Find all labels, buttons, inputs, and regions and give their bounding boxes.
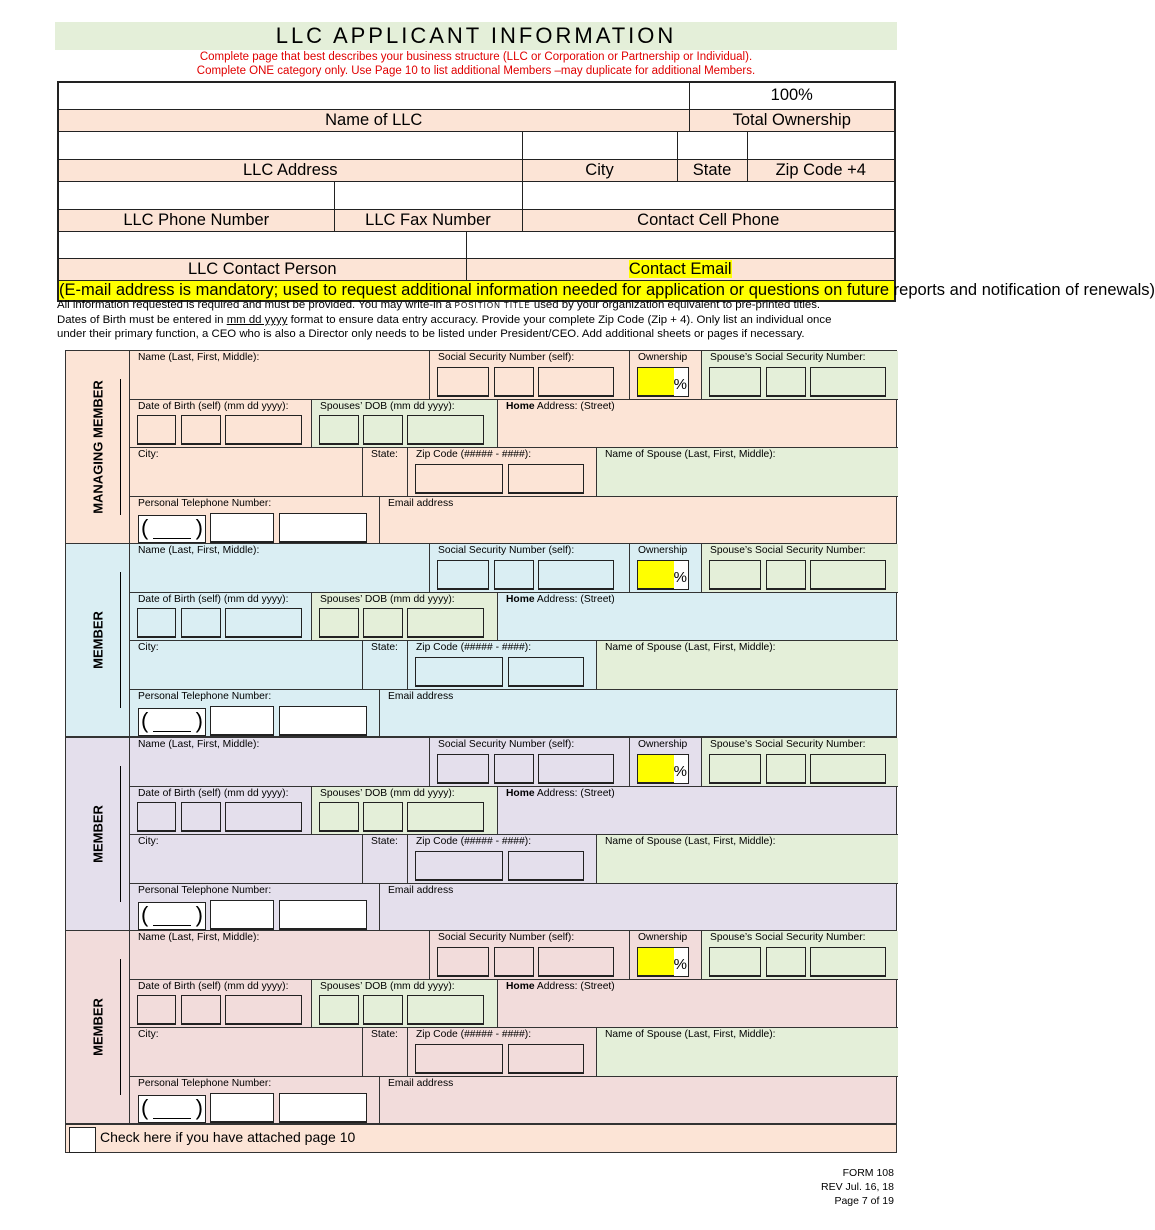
- phone-line-box[interactable]: [279, 1093, 367, 1123]
- ssn-box-3[interactable]: [538, 560, 614, 590]
- page-title: LLC APPLICANT INFORMATION: [55, 22, 897, 50]
- ssn-box-2[interactable]: [494, 560, 534, 590]
- member-spouse-ssn-field: Spouse’s Social Security Number:: [702, 931, 898, 980]
- member-name-field[interactable]: Name (Last, First, Middle):: [130, 351, 430, 400]
- llc-city-label: City: [522, 159, 677, 181]
- llc-state-input[interactable]: [677, 131, 747, 159]
- phone-line-box[interactable]: [279, 513, 367, 543]
- spouse-ssn-box-2[interactable]: [766, 947, 806, 977]
- member-ssn-field: Social Security Number (self):: [430, 544, 630, 593]
- phone-prefix-box[interactable]: [210, 513, 274, 543]
- zip-4-box[interactable]: [508, 851, 584, 881]
- llc-fax-label: LLC Fax Number: [334, 209, 522, 231]
- ownership-percent-input[interactable]: %: [637, 367, 689, 397]
- member-dob-field: Date of Birth (self) (mm dd yyyy):: [130, 593, 312, 641]
- total-ownership-value: 100%: [689, 82, 895, 109]
- dob-month-box[interactable]: [137, 608, 176, 638]
- member-dob-field: Date of Birth (self) (mm dd yyyy):: [130, 980, 312, 1028]
- member-home-address-field[interactable]: Home Address: (Street): [498, 593, 898, 641]
- dob-year-box[interactable]: [225, 415, 302, 445]
- llc-city-input[interactable]: [522, 131, 677, 159]
- member-spouse-name-field[interactable]: Name of Spouse (Last, First, Middle):: [597, 1028, 898, 1077]
- member-zip-field: Zip Code (##### - ####):: [408, 835, 597, 884]
- dob-year-box[interactable]: [225, 608, 302, 638]
- llc-contact-email-label: Contact Email: [628, 259, 732, 278]
- llc-zip-input[interactable]: [747, 131, 895, 159]
- member-spouse-ssn-field: Spouse’s Social Security Number:: [702, 351, 898, 400]
- spouse-ssn-box-3[interactable]: [810, 560, 886, 590]
- total-ownership-label: Total Ownership: [689, 109, 895, 131]
- member-name-field[interactable]: Name (Last, First, Middle):: [130, 931, 430, 980]
- member-role-label: MEMBER: [90, 998, 106, 1056]
- member-spouse-ssn-field: Spouse’s Social Security Number:: [702, 738, 898, 787]
- position-title-line: [120, 572, 121, 708]
- spouse-dob-day-box[interactable]: [363, 608, 403, 638]
- position-title-line: [120, 379, 121, 515]
- llc-phone-input[interactable]: [58, 181, 334, 209]
- zip-4-box[interactable]: [508, 1044, 584, 1074]
- page-number: Page 7 of 19: [834, 1195, 894, 1207]
- member-ownership-field: Ownership %: [630, 351, 702, 400]
- dob-year-box[interactable]: [225, 802, 302, 832]
- member-name-field[interactable]: Name (Last, First, Middle):: [130, 738, 430, 787]
- ssn-box-3[interactable]: [538, 367, 614, 397]
- zip-4-box[interactable]: [508, 657, 584, 687]
- attach-page-10-label: Check here if you have attached page 10: [100, 1129, 356, 1145]
- spouse-ssn-box-1[interactable]: [709, 754, 761, 784]
- zip-5-box[interactable]: [415, 1044, 503, 1074]
- member-ssn-field: Social Security Number (self):: [430, 931, 630, 980]
- phone-area-code-box[interactable]: ( ): [138, 708, 206, 736]
- llc-contact-person-label: LLC Contact Person: [58, 258, 466, 280]
- member-role-label: MANAGING MEMBER: [90, 380, 106, 514]
- ssn-box-1[interactable]: [437, 367, 489, 397]
- llc-zip-label: Zip Code +4: [747, 159, 895, 181]
- spouse-dob-day-box[interactable]: [363, 802, 403, 832]
- member-home-address-field[interactable]: Home Address: (Street): [498, 980, 898, 1028]
- form-number: FORM 108: [842, 1167, 894, 1179]
- member-state-field[interactable]: State:: [363, 448, 408, 497]
- spouse-dob-year-box[interactable]: [407, 802, 484, 832]
- spouse-ssn-box-2[interactable]: [766, 754, 806, 784]
- dob-day-box[interactable]: [181, 995, 221, 1025]
- member-section-2: [65, 737, 897, 931]
- member-spouse-dob-field: Spouses’ DOB (mm dd yyyy):: [312, 593, 498, 641]
- member-ssn-field: Social Security Number (self):: [430, 738, 630, 787]
- zip-5-box[interactable]: [415, 464, 503, 494]
- managing-member-section: [65, 350, 897, 544]
- member-city-field[interactable]: City:: [130, 641, 363, 690]
- member-phone-field: Personal Telephone Number: ( ): [130, 884, 380, 931]
- ssn-box-1[interactable]: [437, 560, 489, 590]
- spouse-dob-year-box[interactable]: [407, 608, 484, 638]
- llc-phone-label: LLC Phone Number: [58, 209, 334, 231]
- llc-address-label: LLC Address: [58, 159, 522, 181]
- member-spouse-dob-field: Spouses’ DOB (mm dd yyyy):: [312, 980, 498, 1028]
- member-spouse-name-field[interactable]: Name of Spouse (Last, First, Middle):: [597, 448, 898, 497]
- attach-page-10-row: [65, 1124, 897, 1153]
- member-home-address-field[interactable]: Home Address: (Street): [498, 400, 898, 448]
- llc-contact-email-input[interactable]: [466, 231, 895, 258]
- member-city-field[interactable]: City:: [130, 448, 363, 497]
- member-spouse-name-field[interactable]: Name of Spouse (Last, First, Middle):: [597, 835, 898, 884]
- llc-cell-label: Contact Cell Phone: [522, 209, 895, 231]
- spouse-dob-month-box[interactable]: [319, 802, 359, 832]
- spouse-ssn-box-1[interactable]: [709, 367, 761, 397]
- dob-month-box[interactable]: [137, 802, 176, 832]
- phone-line-box[interactable]: [279, 900, 367, 930]
- attach-page-10-checkbox[interactable]: [69, 1127, 96, 1153]
- phone-area-code-box[interactable]: ( ): [138, 902, 206, 930]
- member-city-field[interactable]: City:: [130, 835, 363, 884]
- spouse-ssn-box-3[interactable]: [810, 367, 886, 397]
- member-ownership-field: Ownership %: [630, 544, 702, 593]
- ssn-box-3[interactable]: [538, 947, 614, 977]
- member-dob-field: Date of Birth (self) (mm dd yyyy):: [130, 400, 312, 448]
- member-ownership-field: Ownership %: [630, 931, 702, 980]
- member-spouse-dob-field: Spouses’ DOB (mm dd yyyy):: [312, 400, 498, 448]
- zip-4-box[interactable]: [508, 464, 584, 494]
- phone-area-code-box[interactable]: ( ): [138, 1095, 206, 1123]
- ownership-percent-input[interactable]: %: [637, 947, 689, 977]
- member-section-1: [65, 543, 897, 737]
- dob-month-box[interactable]: [137, 995, 176, 1025]
- spouse-ssn-box-2[interactable]: [766, 367, 806, 397]
- ssn-box-2[interactable]: [494, 367, 534, 397]
- dob-day-box[interactable]: [181, 802, 221, 832]
- llc-address-input[interactable]: [58, 131, 522, 159]
- member-role-label: MEMBER: [90, 611, 106, 669]
- phone-prefix-box[interactable]: [210, 900, 274, 930]
- member-ownership-field: Ownership %: [630, 738, 702, 787]
- ownership-percent-input[interactable]: %: [637, 560, 689, 590]
- member-ssn-field: Social Security Number (self):: [430, 351, 630, 400]
- subtitle-line-1: Complete page that best describes your business structure (LLC or Corporation or Partnership or Individual).: [199, 51, 753, 63]
- llc-cell-input[interactable]: [522, 181, 895, 209]
- phone-prefix-box[interactable]: [210, 1093, 274, 1123]
- spouse-dob-day-box[interactable]: [363, 995, 403, 1025]
- ssn-box-3[interactable]: [538, 754, 614, 784]
- member-role-label: MEMBER: [90, 805, 106, 863]
- spouse-ssn-box-3[interactable]: [810, 754, 886, 784]
- spouse-dob-year-box[interactable]: [407, 995, 484, 1025]
- subtitle-line-2: Complete ONE category only. Use Page 10 to list additional Members –may duplicate for additional Members.: [196, 65, 756, 77]
- spouse-ssn-box-1[interactable]: [709, 560, 761, 590]
- ssn-box-2[interactable]: [494, 947, 534, 977]
- zip-5-box[interactable]: [415, 851, 503, 881]
- member-state-field[interactable]: State:: [363, 1028, 408, 1077]
- member-home-address-field[interactable]: Home Address: (Street): [498, 787, 898, 835]
- phone-prefix-box[interactable]: [210, 706, 274, 736]
- instructions: All information requested is required and must be provided. You may write-in a POSITION TITLE used by your organization equivalent to pre-printed titles. Dates of Birth must be entered in mm dd yyyy format to ensure data entry accuracy. Provide your complete Zip Code (Zip + 4). Only list an individual once under their primary function, a CEO who is also a Director only needs to be listed under President/CEO. Add additional sheets or pages if necessary.: [57, 299, 832, 340]
- dob-year-box[interactable]: [225, 995, 302, 1025]
- llc-info-table: [57, 81, 1155, 302]
- email-mandatory-notice: (E-mail address is mandatory; used to request additional information needed for application or questions on future reports and notification of renewals): [59, 280, 1155, 299]
- spouse-dob-month-box[interactable]: [319, 608, 359, 638]
- position-title-line: [120, 959, 121, 1095]
- phone-area-code-box[interactable]: ( ): [138, 515, 206, 543]
- member-email-field[interactable]: Email address: [388, 885, 454, 896]
- spouse-dob-year-box[interactable]: [407, 415, 484, 445]
- member-spouse-name-field[interactable]: Name of Spouse (Last, First, Middle):: [597, 641, 898, 690]
- ssn-box-2[interactable]: [494, 754, 534, 784]
- member-email-field[interactable]: Email address: [388, 1078, 454, 1089]
- member-spouse-dob-field: Spouses’ DOB (mm dd yyyy):: [312, 787, 498, 835]
- member-email-field[interactable]: Email address: [388, 498, 454, 509]
- member-zip-field: Zip Code (##### - ####):: [408, 448, 597, 497]
- member-name-field[interactable]: Name (Last, First, Middle):: [130, 544, 430, 593]
- dob-month-box[interactable]: [137, 415, 176, 445]
- member-spouse-ssn-field: Spouse’s Social Security Number:: [702, 544, 898, 593]
- member-dob-field: Date of Birth (self) (mm dd yyyy):: [130, 787, 312, 835]
- llc-name-input[interactable]: [58, 82, 689, 109]
- dob-day-box[interactable]: [181, 608, 221, 638]
- member-zip-field: Zip Code (##### - ####):: [408, 1028, 597, 1077]
- member-state-field[interactable]: State:: [363, 641, 408, 690]
- spouse-ssn-box-2[interactable]: [766, 560, 806, 590]
- spouse-ssn-box-3[interactable]: [810, 947, 886, 977]
- member-city-field[interactable]: City:: [130, 1028, 363, 1077]
- dob-day-box[interactable]: [181, 415, 221, 445]
- member-zip-field: Zip Code (##### - ####):: [408, 641, 597, 690]
- ssn-box-1[interactable]: [437, 754, 489, 784]
- ownership-percent-input[interactable]: %: [637, 754, 689, 784]
- spouse-dob-day-box[interactable]: [363, 415, 403, 445]
- llc-state-label: State: [677, 159, 747, 181]
- spouse-dob-month-box[interactable]: [319, 415, 359, 445]
- llc-name-label: Name of LLC: [58, 109, 689, 131]
- phone-line-box[interactable]: [279, 706, 367, 736]
- member-phone-field: Personal Telephone Number: ( ): [130, 1077, 380, 1124]
- member-phone-field: Personal Telephone Number: ( ): [130, 690, 380, 737]
- llc-fax-input[interactable]: [334, 181, 522, 209]
- member-state-field[interactable]: State:: [363, 835, 408, 884]
- zip-5-box[interactable]: [415, 657, 503, 687]
- ssn-box-1[interactable]: [437, 947, 489, 977]
- spouse-ssn-box-1[interactable]: [709, 947, 761, 977]
- spouse-dob-month-box[interactable]: [319, 995, 359, 1025]
- member-section-3: [65, 930, 897, 1124]
- position-title-line: [120, 766, 121, 902]
- member-email-field[interactable]: Email address: [388, 691, 454, 702]
- llc-contact-person-input[interactable]: [58, 231, 466, 258]
- member-phone-field: Personal Telephone Number: ( ): [130, 497, 380, 544]
- form-revision: REV Jul. 16, 18: [821, 1181, 894, 1193]
